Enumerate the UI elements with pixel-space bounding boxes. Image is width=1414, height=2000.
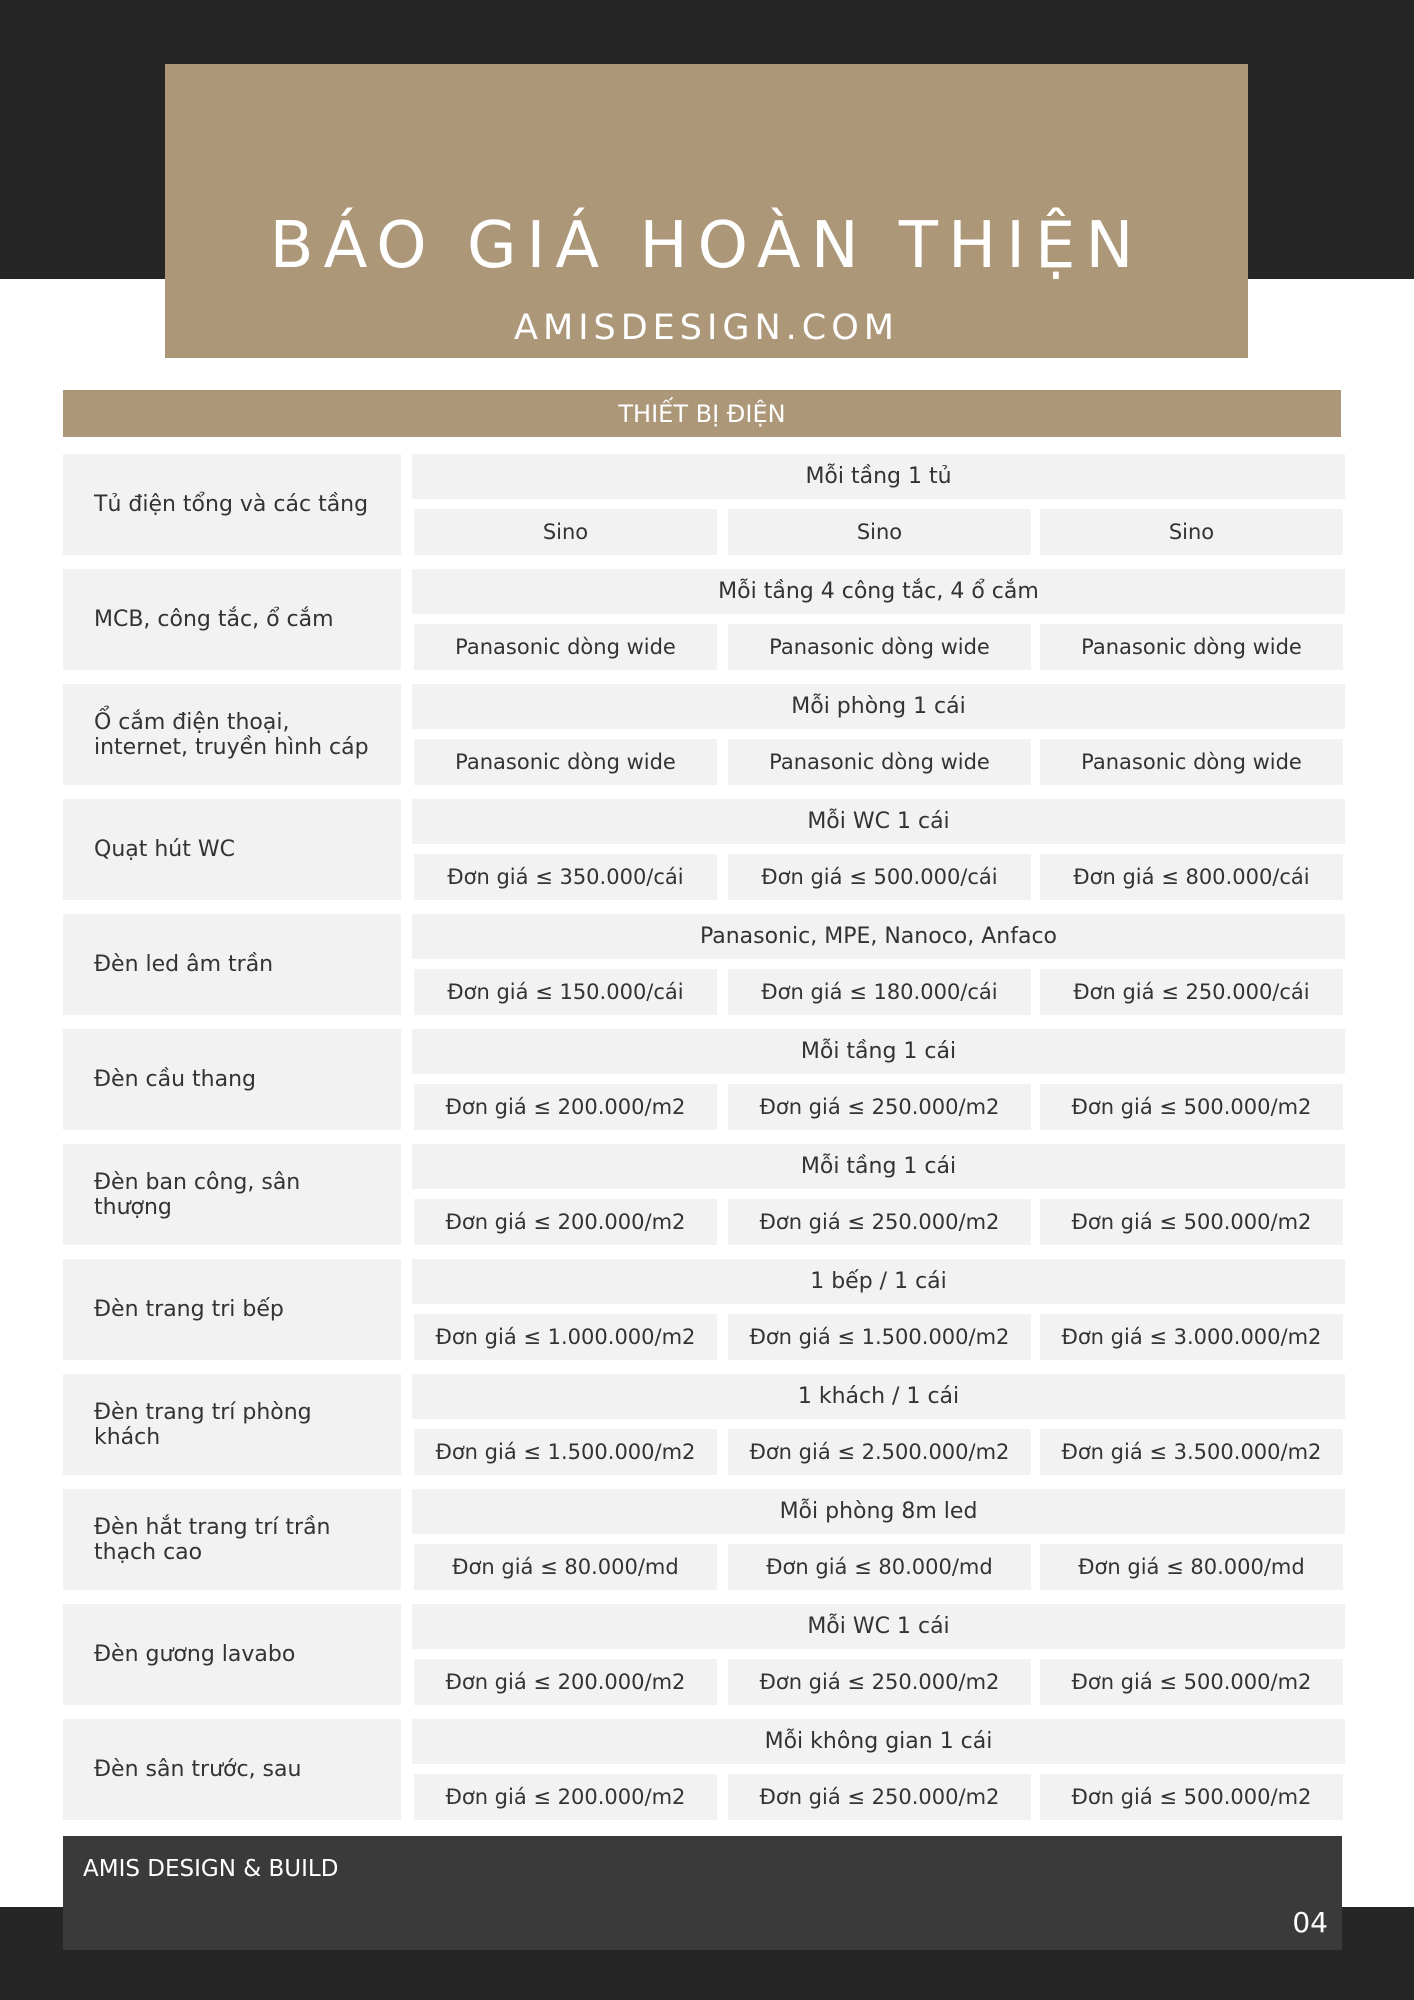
row-label: Đèn cầu thang — [63, 1029, 401, 1130]
row-label: Đèn trang trí phòng khách — [63, 1374, 401, 1475]
option-cell: Đơn giá ≤ 1.500.000/m2 — [414, 1429, 717, 1475]
row-label: Đèn trang tri bếp — [63, 1259, 401, 1360]
row-spec: Mỗi tầng 1 cái — [412, 1144, 1345, 1189]
option-cell: Đơn giá ≤ 500.000/m2 — [1040, 1774, 1343, 1820]
footer-bar — [63, 1836, 1342, 1950]
option-cell: Đơn giá ≤ 500.000/cái — [728, 854, 1031, 900]
row-label: Tủ điện tổng và các tầng — [63, 454, 401, 555]
option-cell: Sino — [414, 509, 717, 555]
option-cell: Đơn giá ≤ 250.000/m2 — [728, 1084, 1031, 1130]
row-label: Ổ cắm điện thoại, internet, truyền hình cáp — [63, 684, 401, 785]
table-row — [63, 454, 1345, 569]
page-title: BÁO GIÁ HOÀN THIỆN — [269, 209, 1144, 283]
option-cell: Đơn giá ≤ 250.000/m2 — [728, 1659, 1031, 1705]
option-cell: Đơn giá ≤ 2.500.000/m2 — [728, 1429, 1031, 1475]
option-cell: Đơn giá ≤ 80.000/md — [728, 1544, 1031, 1590]
option-cell: Đơn giá ≤ 800.000/cái — [1040, 854, 1343, 900]
row-spec: Mỗi WC 1 cái — [412, 799, 1345, 844]
option-cell: Panasonic dòng wide — [414, 739, 717, 785]
row-label: Đèn led âm trần — [63, 914, 401, 1015]
row-spec: Mỗi tầng 1 tủ — [412, 454, 1345, 499]
row-label: Quạt hút WC — [63, 799, 401, 900]
row-spec: Mỗi phòng 1 cái — [412, 684, 1345, 729]
option-cell: Đơn giá ≤ 80.000/md — [1040, 1544, 1343, 1590]
option-cell: Đơn giá ≤ 500.000/m2 — [1040, 1084, 1343, 1130]
option-cell: Đơn giá ≤ 1.000.000/m2 — [414, 1314, 717, 1360]
table-row — [63, 1144, 1345, 1259]
option-cell: Đơn giá ≤ 1.500.000/m2 — [728, 1314, 1031, 1360]
table-row — [63, 1719, 1345, 1834]
option-cell: Đơn giá ≤ 200.000/m2 — [414, 1659, 717, 1705]
option-cell: Đơn giá ≤ 250.000/m2 — [728, 1774, 1031, 1820]
option-cell: Đơn giá ≤ 200.000/m2 — [414, 1774, 717, 1820]
table-row — [63, 1029, 1345, 1144]
header-banner — [165, 64, 1248, 358]
option-cell: Đơn giá ≤ 3.000.000/m2 — [1040, 1314, 1343, 1360]
option-cell: Đơn giá ≤ 250.000/m2 — [728, 1199, 1031, 1245]
price-table — [63, 454, 1345, 1834]
row-spec: Mỗi tầng 4 công tắc, 4 ổ cắm — [412, 569, 1345, 614]
table-row — [63, 1489, 1345, 1604]
option-cell: Đơn giá ≤ 500.000/m2 — [1040, 1659, 1343, 1705]
table-row — [63, 914, 1345, 1029]
option-cell: Panasonic dòng wide — [1040, 739, 1343, 785]
row-label: Đèn sân trước, sau — [63, 1719, 401, 1820]
option-cell: Panasonic dòng wide — [728, 739, 1031, 785]
option-cell: Đơn giá ≤ 250.000/cái — [1040, 969, 1343, 1015]
row-spec: Mỗi không gian 1 cái — [412, 1719, 1345, 1764]
option-cell: Panasonic dòng wide — [728, 624, 1031, 670]
option-cell: Đơn giá ≤ 500.000/m2 — [1040, 1199, 1343, 1245]
row-label: Đèn hắt trang trí trần thạch cao — [63, 1489, 401, 1590]
row-spec: 1 khách / 1 cái — [412, 1374, 1345, 1419]
option-cell: Đơn giá ≤ 200.000/m2 — [414, 1084, 717, 1130]
table-row — [63, 799, 1345, 914]
table-row — [63, 684, 1345, 799]
option-cell: Đơn giá ≤ 3.500.000/m2 — [1040, 1429, 1343, 1475]
option-cell: Đơn giá ≤ 150.000/cái — [414, 969, 717, 1015]
row-spec: 1 bếp / 1 cái — [412, 1259, 1345, 1304]
row-spec: Mỗi phòng 8m led — [412, 1489, 1345, 1534]
row-label: Đèn gương lavabo — [63, 1604, 401, 1705]
section-header: THIẾT BỊ ĐIỆN — [63, 390, 1341, 437]
row-label: MCB, công tắc, ổ cắm — [63, 569, 401, 670]
table-row — [63, 1604, 1345, 1719]
page-subtitle: AMISDESIGN.COM — [514, 308, 899, 348]
option-cell: Sino — [728, 509, 1031, 555]
footer-brand: AMIS DESIGN & BUILD — [83, 1856, 339, 1882]
table-row — [63, 569, 1345, 684]
row-spec: Panasonic, MPE, Nanoco, Anfaco — [412, 914, 1345, 959]
option-cell: Sino — [1040, 509, 1343, 555]
table-row — [63, 1259, 1345, 1374]
option-cell: Panasonic dòng wide — [414, 624, 717, 670]
page-number: 04 — [1292, 1906, 1328, 1939]
row-spec: Mỗi WC 1 cái — [412, 1604, 1345, 1649]
row-label: Đèn ban công, sân thượng — [63, 1144, 401, 1245]
option-cell: Panasonic dòng wide — [1040, 624, 1343, 670]
option-cell: Đơn giá ≤ 350.000/cái — [414, 854, 717, 900]
row-spec: Mỗi tầng 1 cái — [412, 1029, 1345, 1074]
option-cell: Đơn giá ≤ 200.000/m2 — [414, 1199, 717, 1245]
option-cell: Đơn giá ≤ 180.000/cái — [728, 969, 1031, 1015]
table-row — [63, 1374, 1345, 1489]
option-cell: Đơn giá ≤ 80.000/md — [414, 1544, 717, 1590]
